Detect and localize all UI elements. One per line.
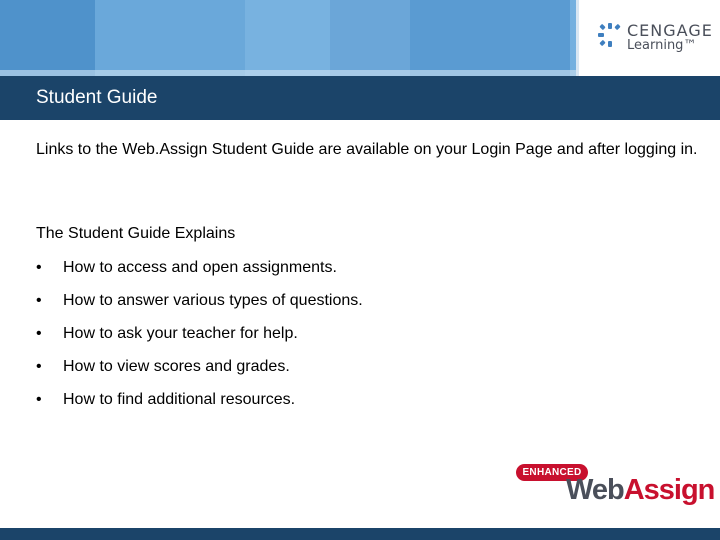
list-item-text: How to access and open assignments. [63,259,337,276]
list-item-text: How to answer various types of questions. [63,292,363,309]
bullet-icon: • [36,325,42,342]
webassign-web: Web [566,474,624,506]
webassign-logo [516,464,715,514]
section-heading: The Student Guide Explains [36,225,236,242]
banner-panel [245,0,330,76]
bullet-icon: • [36,292,42,309]
cengage-wordmark: CENGAGE [627,21,713,40]
bullet-icon: • [36,259,42,276]
banner-panel [0,0,95,76]
enhanced-badge: ENHANCED [516,464,588,481]
cengage-logo [576,0,720,76]
intro-paragraph: Links to the Web.Assign Student Guide are available on your Login Page and after logging in. [36,141,698,158]
webassign-wordmark [566,474,714,507]
slide-title: Student Guide [36,87,158,108]
list-item-text: How to view scores and grades. [63,358,290,375]
footer-bar [0,528,720,540]
list-item-text: How to ask your teacher for help. [63,325,298,342]
bullet-icon: • [36,358,42,375]
banner-panel [330,0,410,76]
banner-panel [410,0,570,76]
webassign-assign: Assign [623,474,715,506]
cengage-logo-icon [597,22,623,48]
list-item-text: How to find additional resources. [63,391,296,408]
banner-panel [95,0,245,76]
bullet-icon: • [36,391,42,408]
learning-wordmark: Learning™ [627,38,697,53]
